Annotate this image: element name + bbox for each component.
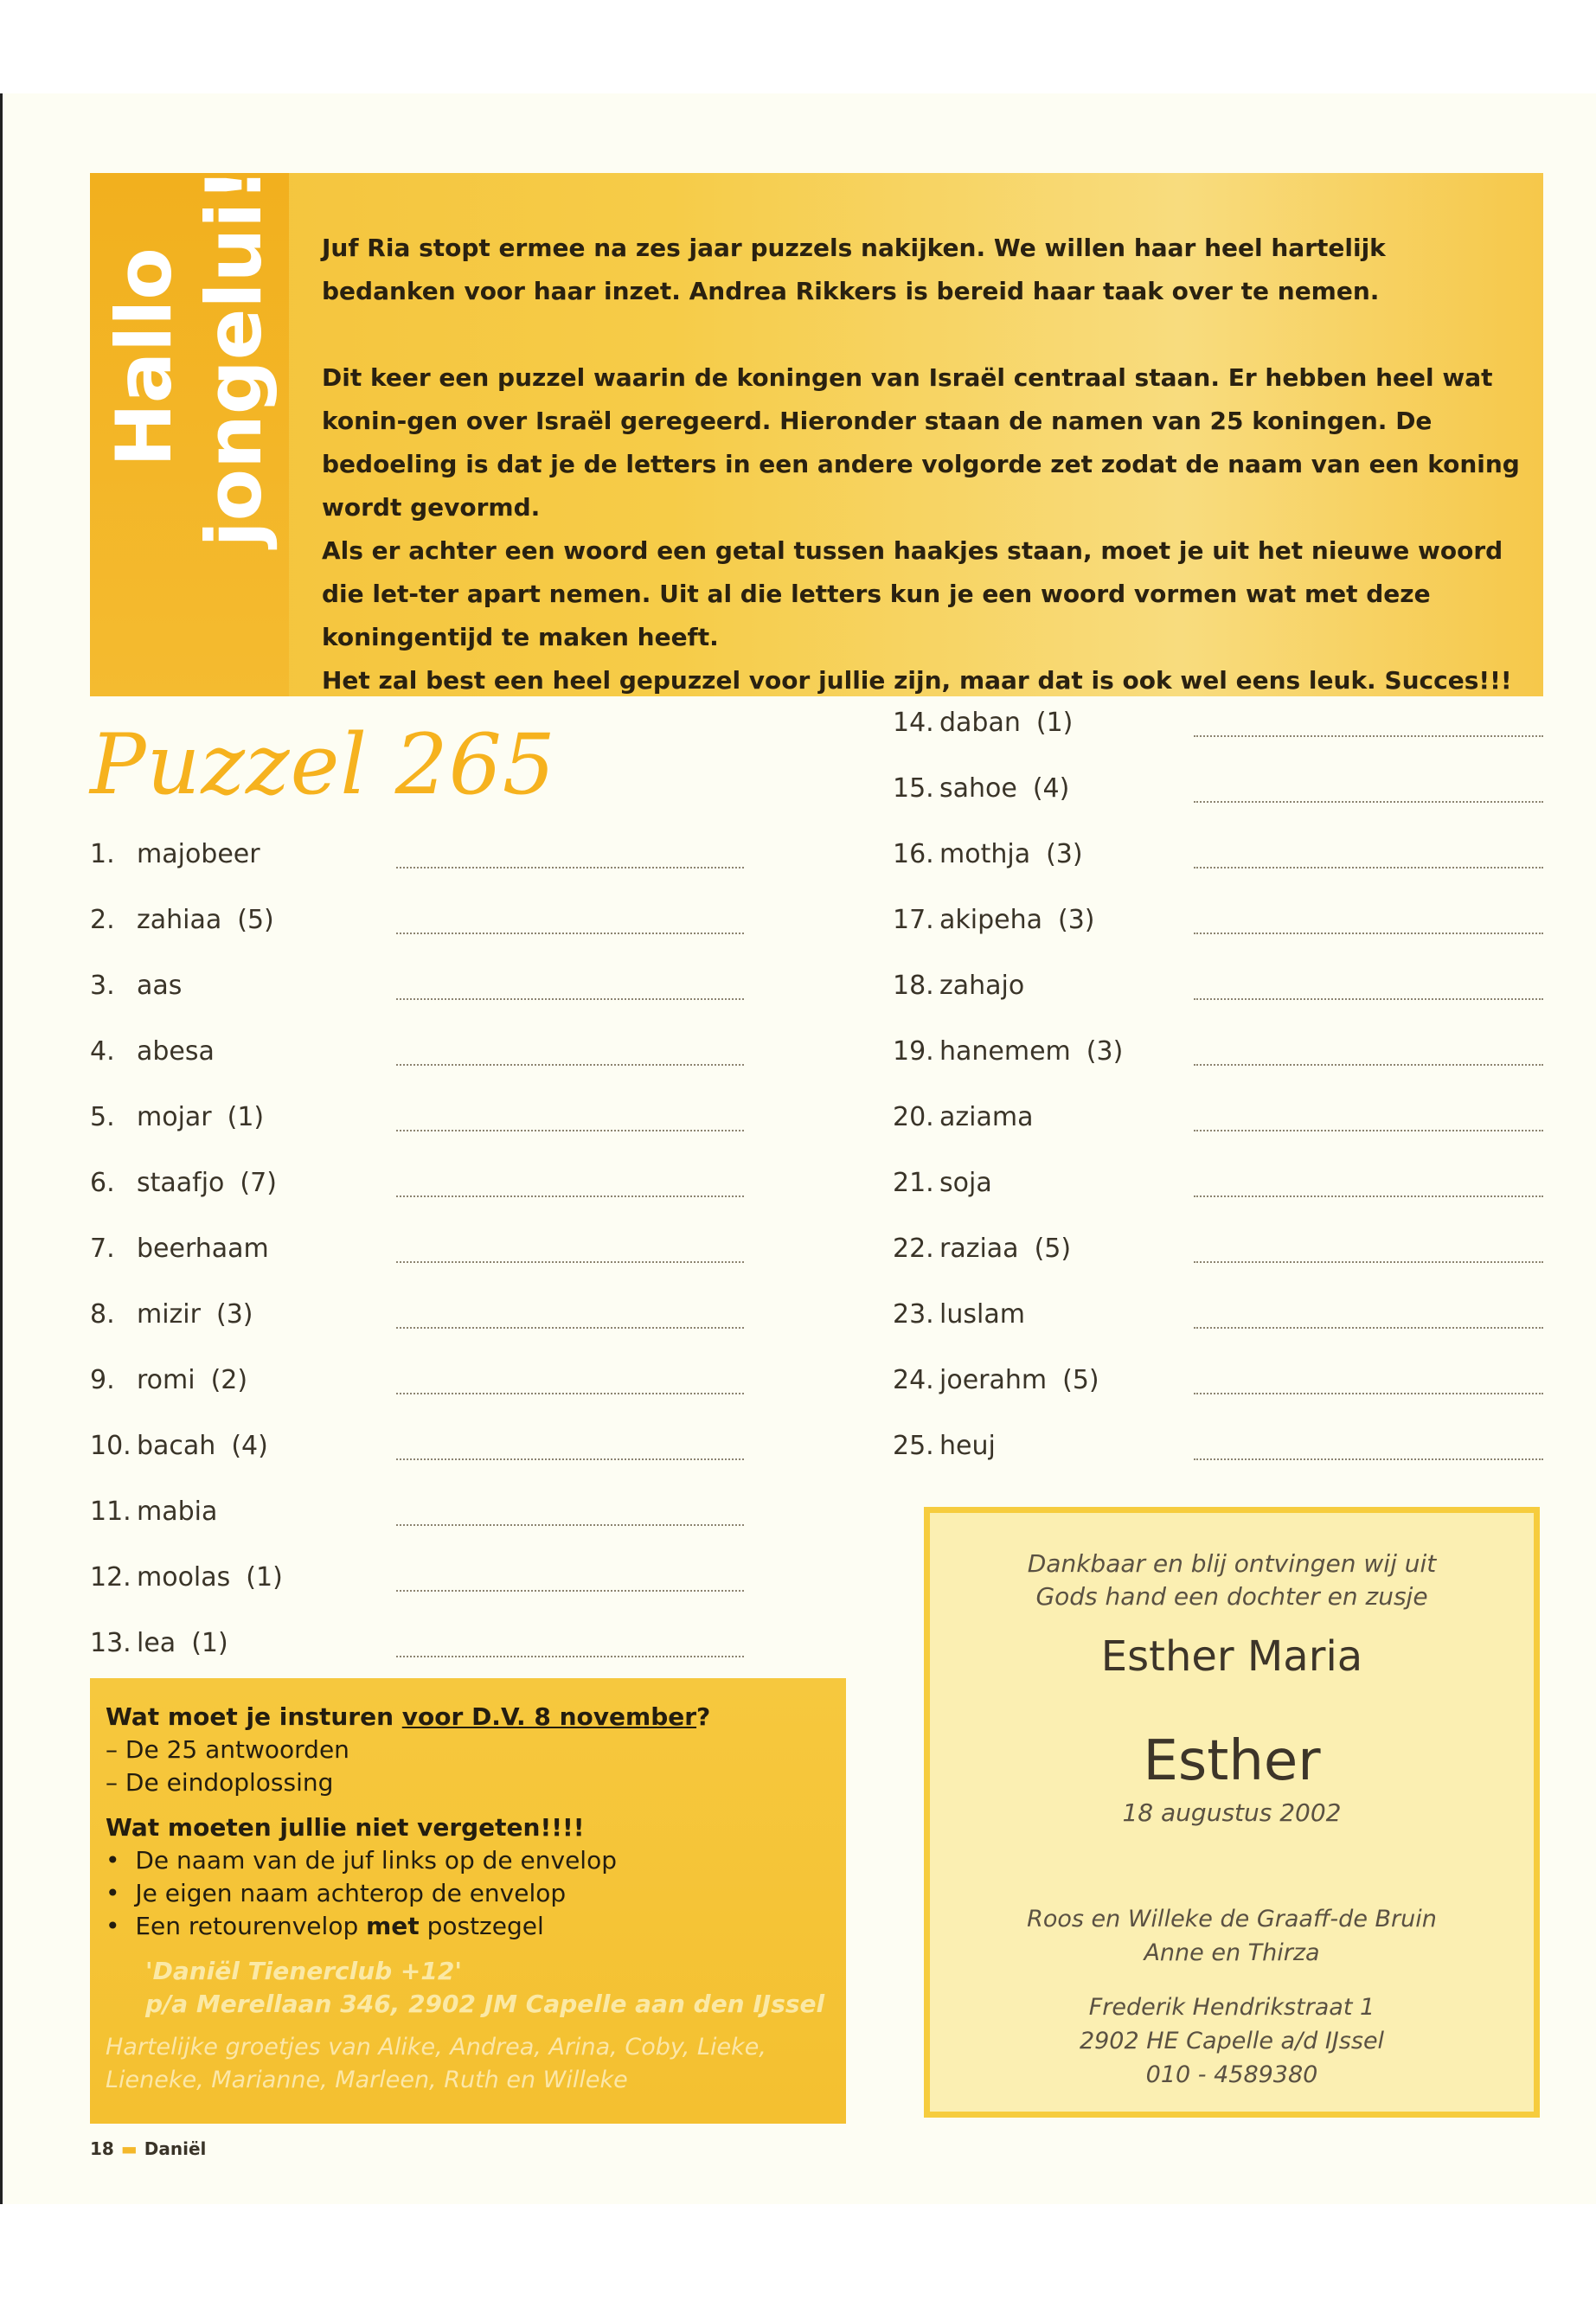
bullet: • xyxy=(106,1846,120,1875)
puzzle-item xyxy=(893,964,1543,1007)
greeting-heading xyxy=(99,167,279,547)
city-address: 2902 HE Capelle a/d IJssel xyxy=(1079,2028,1385,2054)
puzzle-item xyxy=(893,832,1543,875)
puzzle-item xyxy=(90,1161,747,1204)
intro-paragraph: Dit keer een puzzel waarin de koningen van Israël centraal staan. Er hebben heel wat konin-gen over Israël geregeerd. Hieronder staan de namen van 25 koningen. De bedoeling is dat je de letters in een andere volgorde zet zodat de naam van een koning wordt gevormd. xyxy=(322,363,1520,522)
puzzle-item xyxy=(90,964,747,1007)
item-number: 7. xyxy=(90,1234,115,1264)
answer-line[interactable] xyxy=(1194,933,1543,934)
intro-paragraph: Als er achter een woord een getal tussen haakjes staan, moet je uit het nieuwe woord die let-ter apart nemen. Uit al die letters kun je een woord vormen wat met deze koningentijd te maken heeft. xyxy=(322,536,1503,651)
item-hint: (3) xyxy=(1086,1036,1124,1067)
answer-line[interactable] xyxy=(1194,801,1543,803)
bullet: • xyxy=(106,1879,120,1907)
item-number: 8. xyxy=(90,1299,115,1330)
answer-line[interactable] xyxy=(396,1261,744,1263)
item-word: bacah xyxy=(137,1431,216,1461)
answer-line[interactable] xyxy=(1194,1327,1543,1329)
street-address: Frederik Hendrikstraat 1 xyxy=(1088,1994,1375,2021)
siblings-names: Anne en Thirza xyxy=(1144,1939,1320,1966)
answer-line[interactable] xyxy=(396,933,744,934)
send-question xyxy=(106,1701,832,1734)
send-item: – De eindoplossing xyxy=(106,1768,334,1797)
item-hint: (5) xyxy=(237,905,274,935)
item-number: 17. xyxy=(893,905,934,935)
item-word: hanemem xyxy=(939,1036,1071,1067)
puzzle-item xyxy=(893,1227,1543,1270)
item-number: 1. xyxy=(90,839,115,869)
item-number: 21. xyxy=(893,1168,934,1198)
baby-call-name: Esther xyxy=(1143,1729,1321,1793)
remember-item xyxy=(106,1877,832,1910)
item-number: 2. xyxy=(90,905,115,935)
item-number: 19. xyxy=(893,1036,934,1067)
item-number: 20. xyxy=(893,1102,934,1132)
answer-line[interactable] xyxy=(1194,998,1543,1000)
puzzle-item xyxy=(90,1029,747,1073)
greeting-line-1: Hallo xyxy=(99,247,189,467)
answer-line[interactable] xyxy=(1194,735,1543,737)
item-word: luslam xyxy=(939,1299,1025,1330)
announcement-line: Gods hand een dochter en zusje xyxy=(1035,1582,1428,1611)
item-word: mabia xyxy=(137,1497,218,1527)
send-question-suffix: ? xyxy=(696,1702,711,1731)
puzzle-item xyxy=(893,898,1543,941)
item-number: 23. xyxy=(893,1299,934,1330)
answer-line[interactable] xyxy=(396,1656,744,1657)
item-number: 6. xyxy=(90,1168,115,1198)
answer-line[interactable] xyxy=(396,1195,744,1197)
item-hint: (2) xyxy=(210,1365,248,1395)
item-hint: (5) xyxy=(1034,1234,1072,1264)
item-word: heuj xyxy=(939,1431,996,1461)
answer-line[interactable] xyxy=(396,1130,744,1131)
send-deadline: voor D.V. 8 november xyxy=(401,1702,697,1731)
answer-line[interactable] xyxy=(396,867,744,868)
item-word: aziama xyxy=(939,1102,1034,1132)
item-word: akipeha xyxy=(939,905,1042,935)
answer-line[interactable] xyxy=(396,1327,744,1329)
item-number: 25. xyxy=(893,1431,934,1461)
item-word: zahajo xyxy=(939,971,1025,1001)
item-word: moolas xyxy=(137,1562,231,1593)
item-word: staafjo xyxy=(137,1168,225,1198)
greeting-line: Lieneke, Marianne, Marleen, Ruth en Willeke xyxy=(106,2067,628,2093)
arrow-icon: ▬ xyxy=(120,2138,138,2159)
item-word: lea xyxy=(137,1628,176,1658)
item-hint: (5) xyxy=(1062,1365,1099,1395)
item-word: zahiaa xyxy=(137,905,222,935)
item-word: soja xyxy=(939,1168,992,1198)
birth-announcement xyxy=(924,1507,1540,2118)
item-number: 24. xyxy=(893,1365,934,1395)
item-hint: (4) xyxy=(231,1431,268,1461)
remember-item xyxy=(106,1910,832,1943)
item-hint: (7) xyxy=(240,1168,277,1198)
puzzle-item xyxy=(90,1424,747,1467)
item-number: 13. xyxy=(90,1628,131,1658)
answer-line[interactable] xyxy=(1194,1261,1543,1263)
item-word: mothja xyxy=(939,839,1031,869)
bullet: • xyxy=(106,1912,120,1940)
club-address: p/a Merellaan 346, 2902 JM Capelle aan den IJssel xyxy=(145,1990,825,2018)
puzzle-item xyxy=(90,1555,747,1599)
item-word: abesa xyxy=(137,1036,215,1067)
puzzle-item xyxy=(90,1621,747,1664)
answer-line[interactable] xyxy=(1194,1195,1543,1197)
item-hint: (1) xyxy=(191,1628,228,1658)
puzzle-item xyxy=(893,1095,1543,1138)
item-word: raziaa xyxy=(939,1234,1019,1264)
item-hint: (4) xyxy=(1032,773,1070,804)
puzzle-item xyxy=(90,1227,747,1270)
page-footer xyxy=(90,2138,206,2159)
item-number: 15. xyxy=(893,773,934,804)
item-number: 16. xyxy=(893,839,934,869)
baby-full-name: Esther Maria xyxy=(1100,1632,1363,1681)
item-number: 5. xyxy=(90,1102,115,1132)
intro-paragraph: Het zal best een heel gepuzzel voor jullie zijn, maar dat is ook wel eens leuk. Succes!!! xyxy=(322,666,1512,695)
send-item: – De 25 antwoorden xyxy=(106,1735,349,1764)
item-number: 11. xyxy=(90,1497,131,1527)
answer-line[interactable] xyxy=(396,1393,744,1394)
item-hint: (3) xyxy=(1046,839,1083,869)
item-number: 9. xyxy=(90,1365,115,1395)
puzzle-item xyxy=(893,1424,1543,1467)
puzzle-item xyxy=(90,1095,747,1138)
puzzle-item xyxy=(90,898,747,941)
answer-line[interactable] xyxy=(396,1524,744,1526)
item-word: daban xyxy=(939,708,1021,738)
answer-line[interactable] xyxy=(396,998,744,1000)
instructions-box xyxy=(90,1678,846,2124)
item-word: beerhaam xyxy=(137,1234,269,1264)
item-word: aas xyxy=(137,971,183,1001)
item-hint: (1) xyxy=(227,1102,265,1132)
page-number: 18 xyxy=(90,2138,114,2159)
puzzle-title: Puzzel 265 xyxy=(90,716,556,813)
answer-line[interactable] xyxy=(1194,1130,1543,1131)
item-word: mojar xyxy=(137,1102,212,1132)
item-number: 22. xyxy=(893,1234,934,1264)
answer-line[interactable] xyxy=(1194,1393,1543,1394)
item-hint: (3) xyxy=(215,1299,253,1330)
parents-names: Roos en Willeke de Graaff-de Bruin xyxy=(1027,1906,1437,1932)
item-word: joerahm xyxy=(939,1365,1048,1395)
remember-heading: Wat moeten jullie niet vergeten!!!! xyxy=(106,1813,585,1842)
answer-line[interactable] xyxy=(396,1590,744,1592)
item-number: 18. xyxy=(893,971,934,1001)
phone-number: 010 - 4589380 xyxy=(1145,2061,1318,2088)
puzzle-item xyxy=(90,832,747,875)
puzzle-item xyxy=(90,1358,747,1401)
puzzle-item xyxy=(90,1490,747,1533)
intro-text xyxy=(322,227,1524,702)
answer-line[interactable] xyxy=(396,1458,744,1460)
item-number: 4. xyxy=(90,1036,115,1067)
item-hint: (1) xyxy=(246,1562,283,1593)
page-edge xyxy=(0,93,3,2204)
item-hint: (3) xyxy=(1058,905,1095,935)
greeting-line: Hartelijke groetjes van Alike, Andrea, Arina, Coby, Lieke, xyxy=(106,2034,766,2061)
puzzle-item xyxy=(893,766,1543,810)
puzzle-item xyxy=(893,1161,1543,1204)
greeting-line-2: jongelui! xyxy=(189,167,279,548)
announcement-line: Dankbaar en blij ontvingen wij uit xyxy=(1027,1549,1437,1578)
puzzle-item xyxy=(893,1358,1543,1401)
item-word: majobeer xyxy=(137,839,260,869)
remember-text: postzegel xyxy=(419,1912,544,1940)
answer-line[interactable] xyxy=(1194,1064,1543,1066)
remember-bold: met xyxy=(366,1912,420,1940)
puzzle-item xyxy=(893,1292,1543,1336)
item-number: 14. xyxy=(893,708,934,738)
intro-paragraph: Juf Ria stopt ermee na zes jaar puzzels nakijken. We willen haar heel hartelijk bedanken voor haar inzet. Andrea Rikkers is bereid haar taak over te nemen. xyxy=(322,234,1386,305)
remember-text: Je eigen naam achterop de envelop xyxy=(135,1879,567,1907)
birth-date: 18 augustus 2002 xyxy=(1122,1798,1342,1827)
item-number: 12. xyxy=(90,1562,131,1593)
item-word: sahoe xyxy=(939,773,1017,804)
send-question-prefix: Wat moet je insturen xyxy=(106,1702,402,1731)
puzzle-item xyxy=(90,1292,747,1336)
item-word: mizir xyxy=(137,1299,201,1330)
answer-line[interactable] xyxy=(1194,867,1543,868)
magazine-name: Daniël xyxy=(144,2138,207,2159)
puzzle-item xyxy=(893,1029,1543,1073)
puzzle-item xyxy=(893,701,1543,744)
answer-line[interactable] xyxy=(1194,1458,1543,1460)
remember-text: De naam van de juf links op de envelop xyxy=(135,1846,617,1875)
remember-text: Een retourenvelop xyxy=(135,1912,367,1940)
item-number: 10. xyxy=(90,1431,131,1461)
remember-item xyxy=(106,1844,832,1877)
answer-line[interactable] xyxy=(396,1064,744,1066)
item-hint: (1) xyxy=(1035,708,1074,738)
club-name: 'Daniël Tienerclub +12' xyxy=(145,1957,462,1985)
item-word: romi xyxy=(137,1365,195,1395)
item-number: 3. xyxy=(90,971,115,1001)
